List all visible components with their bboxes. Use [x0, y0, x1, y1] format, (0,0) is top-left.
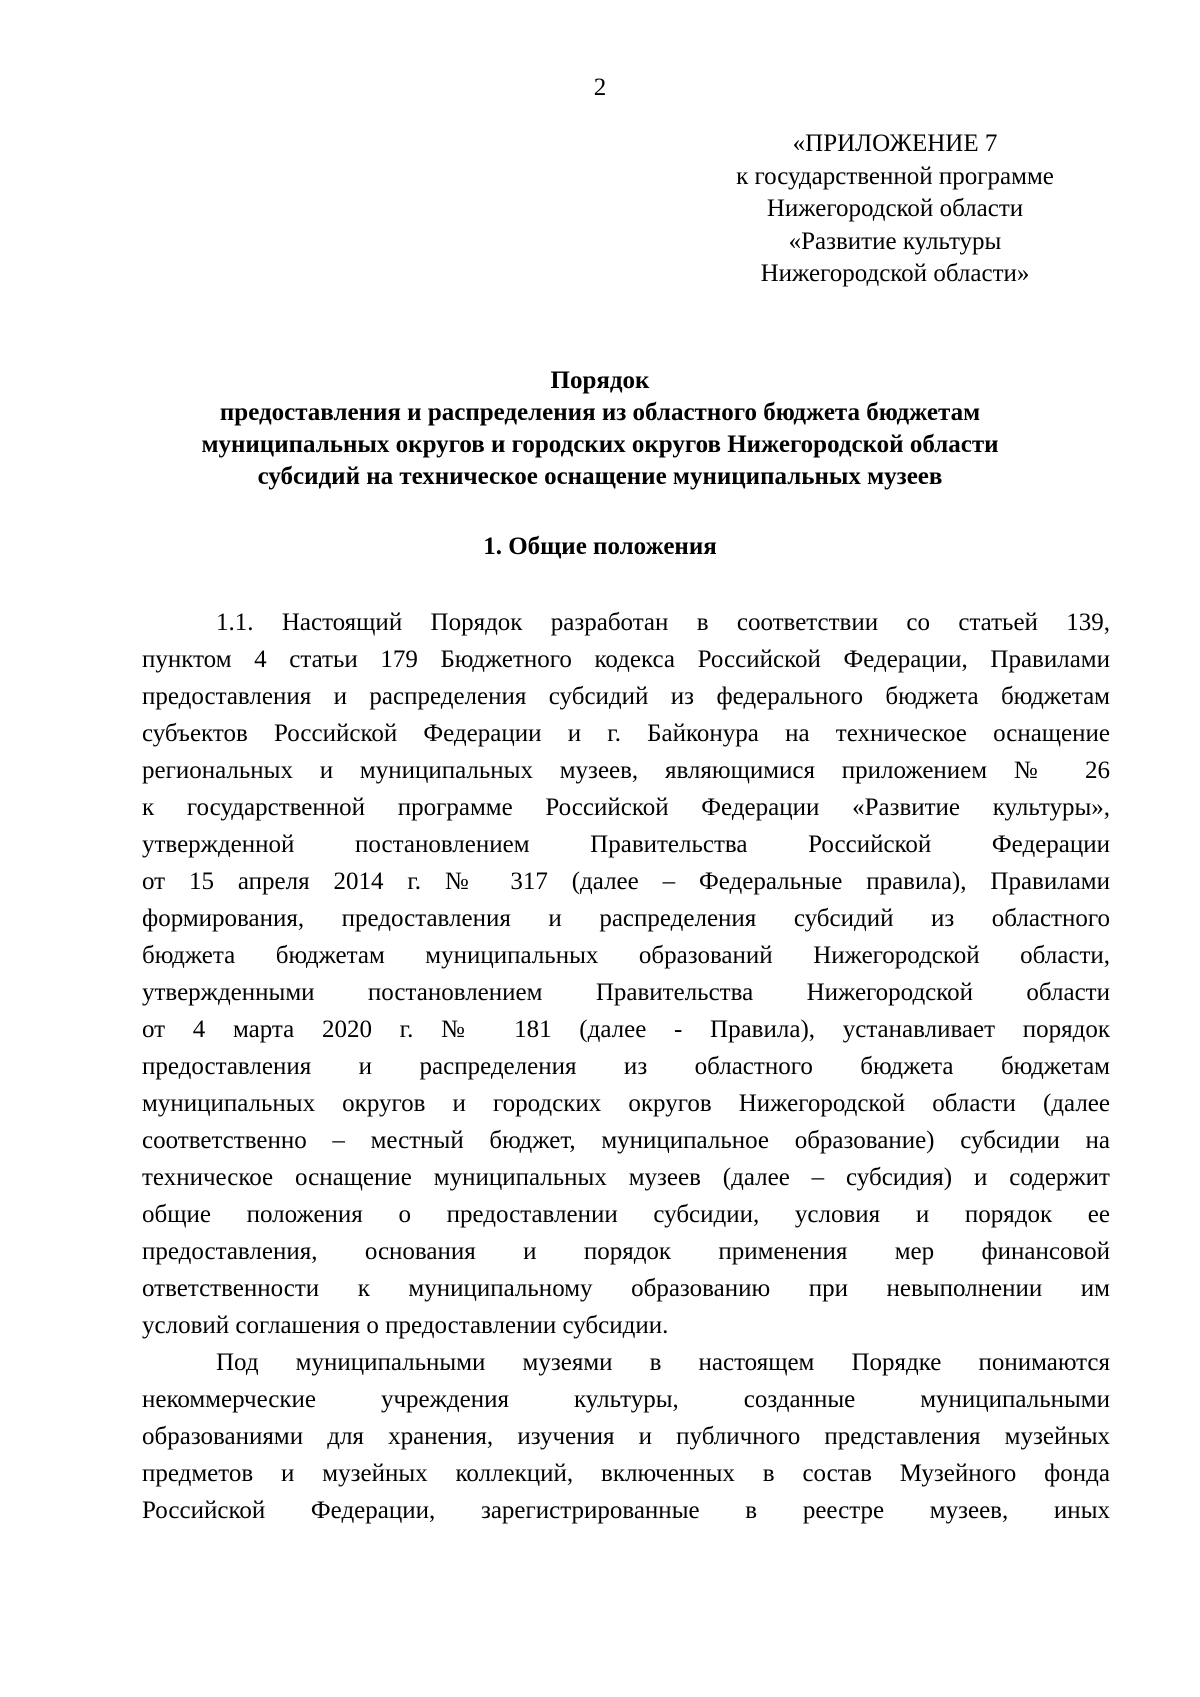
- text-line: соответственно – местный бюджет, муниципальное образование) субсидии на: [142, 1127, 1110, 1154]
- title-line: муниципальных округов и городских округов Нижегородской области: [201, 431, 999, 458]
- appendix-block: [700, 128, 1090, 291]
- text-line: Российской Федерации, зарегистрированные в реестре музеев, иных: [142, 1497, 1110, 1524]
- text-line: образованиями для хранения, изучения и публичного представления музейных: [142, 1423, 1110, 1450]
- text-line: утвержденной постановлением Правительства Российской Федерации: [142, 831, 1110, 858]
- appendix-line: к государственной программе: [736, 162, 1054, 190]
- title-line: Порядок: [550, 367, 650, 394]
- appendix-line: «Развитие культуры: [788, 227, 1002, 255]
- text-line: муниципальных округов и городских округов Нижегородской области (далее: [142, 1090, 1110, 1117]
- section-heading: 1. Общие положения: [483, 533, 717, 560]
- text-line: Под муниципальными музеями в настоящем Порядке понимаются: [216, 1349, 1110, 1376]
- text-line: предоставления и распределения субсидий из федерального бюджета бюджетам: [142, 683, 1110, 710]
- appendix-line: «ПРИЛОЖЕНИЕ 7: [792, 130, 998, 157]
- appendix-line: Нижегородской области»: [760, 260, 1030, 287]
- page-number: 2: [593, 74, 607, 101]
- text-line: формирования, предоставления и распределения субсидий из областного: [142, 905, 1110, 932]
- appendix-line: Нижегородской области: [766, 195, 1024, 222]
- text-line: ответственности к муниципальному образованию при невыполнении им: [142, 1275, 1110, 1302]
- text-line: от 15 апреля 2014 г. № 317 (далее – Федеральные правила), Правилами: [142, 868, 1110, 895]
- text-line: к государственной программе Российской Федерации «Развитие культуры»,: [142, 794, 1110, 821]
- text-line: общие положения о предоставлении субсидии, условия и порядок ее: [142, 1201, 1110, 1228]
- paragraph-1-1: [142, 604, 1110, 1344]
- text-line: техническое оснащение муниципальных музеев (далее – субсидия) и содержит: [142, 1164, 1110, 1191]
- text-line: предоставления и распределения из областного бюджета бюджетам: [142, 1053, 1110, 1080]
- title-line: субсидий на техническое оснащение муниципальных музеев: [257, 463, 943, 490]
- text-line: бюджета бюджетам муниципальных образований Нижегородской области,: [142, 942, 1110, 969]
- text-line: субъектов Российской Федерации и г. Байконура на техническое оснащение: [142, 720, 1110, 747]
- text-line: условий соглашения о предоставлении субсидии.: [142, 1312, 669, 1339]
- text-line: 1.1. Настоящий Порядок разработан в соответствии со статьей 139,: [216, 609, 1110, 636]
- text-line: некоммерческие учреждения культуры, созданные муниципальными: [142, 1386, 1110, 1413]
- text-line: утвержденными постановлением Правительства Нижегородской области: [142, 979, 1110, 1006]
- paragraph-museums-definition: [142, 1344, 1110, 1529]
- text-line: от 4 марта 2020 г. № 181 (далее - Правила), устанавливает порядок: [142, 1016, 1110, 1043]
- text-line: предметов и музейных коллекций, включенных в состав Музейного фонда: [142, 1460, 1110, 1487]
- text-line: региональных и муниципальных музеев, являющимися приложением № 26: [142, 757, 1110, 784]
- text-line: предоставления, основания и порядок применения мер финансовой: [142, 1238, 1110, 1265]
- text-line: пунктом 4 статьи 179 Бюджетного кодекса Российской Федерации, Правилами: [142, 646, 1110, 673]
- body-text: [142, 604, 1110, 1529]
- document-title: [150, 365, 1050, 493]
- title-line: предоставления и распределения из областного бюджета бюджетам: [219, 399, 981, 426]
